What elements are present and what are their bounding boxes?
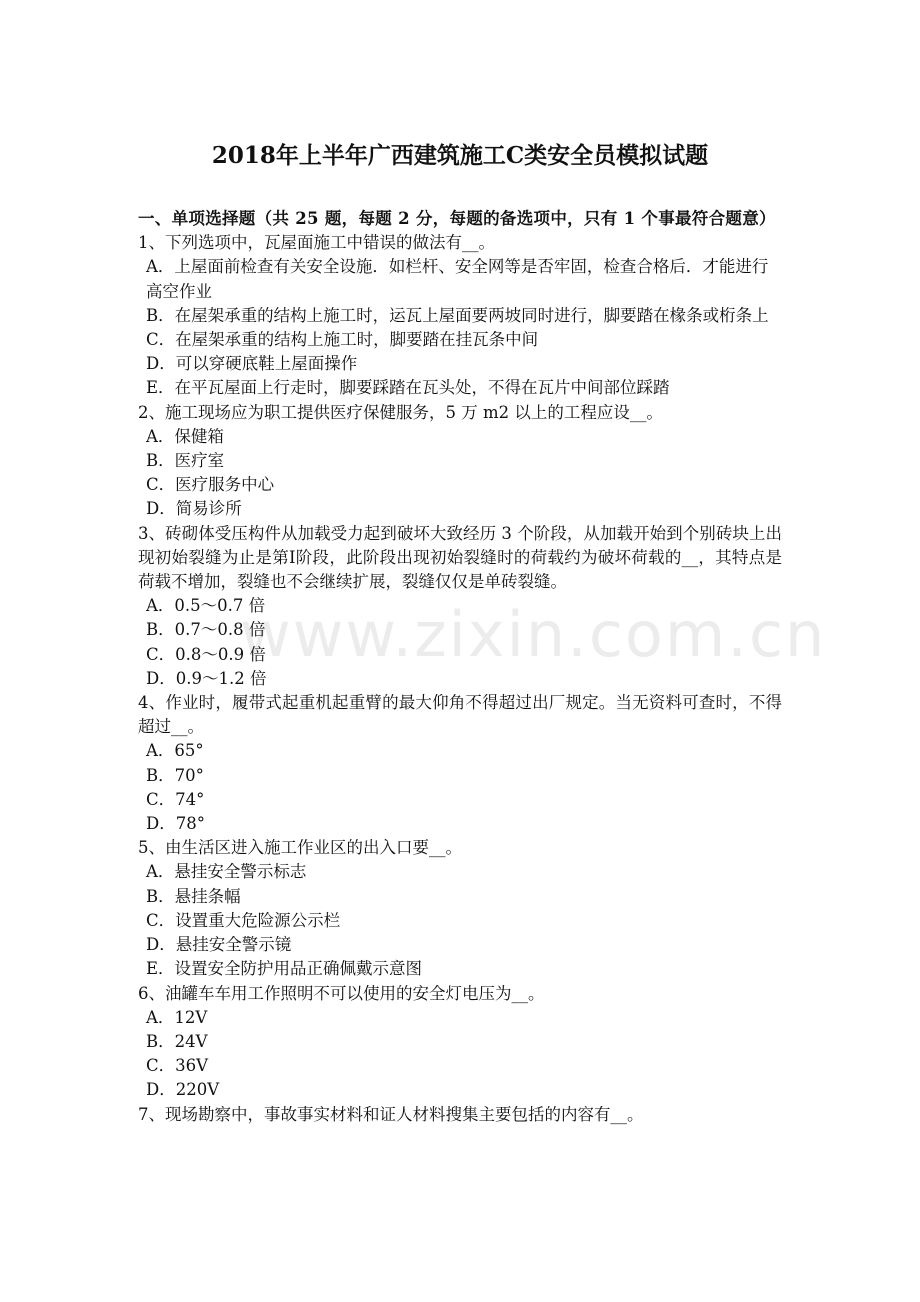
option-c: C．36V [146,1056,209,1076]
option-a: A．0.5～0.7 倍 [146,596,266,616]
option-a: A．上屋面前检查有关安全设施．如栏杆、安全网等是否牢固，检查合格后．才能进行高空作业 [146,257,769,301]
question-5 [138,836,782,981]
option-d: D．78° [146,814,205,834]
option-d: D．0.9～1.2 倍 [146,668,267,688]
option-b: B．70° [146,765,204,785]
question-stem: 5、由生活区进入施工作业区的出入口要__。 [138,838,462,858]
option-d: D．悬挂安全警示镜 [146,935,292,955]
option-c: C．在屋架承重的结构上施工时，脚要踏在挂瓦条中间 [146,330,539,350]
option-c: C．74° [146,789,205,809]
question-4 [138,691,782,836]
option-b: B．0.7～0.8 倍 [146,620,266,640]
option-e: E．设置安全防护用品正确佩戴示意图 [146,959,423,979]
option-a: A．保健箱 [146,426,224,446]
question-stem: 2、施工现场应为职工提供医疗保健服务，5 万 m2 以上的工程应设__。 [138,402,663,422]
option-c: C．设置重大危险源公示栏 [146,910,341,930]
option-a: A．12V [146,1007,208,1027]
question-7 [138,1103,782,1127]
question-2 [138,401,782,522]
option-b: B．悬挂条幅 [146,886,241,906]
option-d: D．220V [146,1080,220,1100]
option-b: B．24V [146,1031,208,1051]
question-3 [138,522,782,691]
option-b: B．在屋架承重的结构上施工时，运瓦上屋面要两坡同时进行，脚要踏在椽条或桁条上 [146,305,769,325]
watermark: www.zixin.com.cn [240,598,827,671]
page-title: 2018年上半年广西建筑施工C类安全员模拟试题 [211,142,709,169]
question-6 [138,982,782,1103]
option-b: B．医疗室 [146,451,225,471]
question-stem: 7、现场勘察中，事故事实材料和证人材料搜集主要包括的内容有__。 [138,1104,644,1124]
option-a: A．65° [146,741,204,761]
option-c: C．0.8～0.9 倍 [146,644,266,664]
option-a: A．悬挂安全警示标志 [146,862,307,882]
question-stem: 4、作业时，履带式起重机起重臂的最大仰角不得超过出厂规定。当无资料可查时，不得超过__。 [138,693,782,737]
exam-content [138,207,782,1127]
question-1 [138,231,782,400]
section-heading: 一、单项选择题（共 25 题，每题 2 分，每题的备选项中，只有 1 个事最符合题意） [138,209,776,228]
option-e: E．在平瓦屋面上行走时，脚要踩踏在瓦头处，不得在瓦片中间部位踩踏 [146,378,670,398]
option-d: D．简易诊所 [146,499,242,519]
question-stem: 3、砖砌体受压构件从加载受力起到破坏大致经历 3 个阶段，从加载开始到个别砖块上出现初始裂缝为止是第Ⅰ阶段，此阶段出现初始裂缝时的荷载约为破坏荷载的__，其特点是荷载不增加，裂缝也不会继续扩展，裂缝仅仅是单砖裂缝。 [138,523,782,592]
option-c: C．医疗服务中心 [146,475,275,495]
question-stem: 6、油罐车车用工作照明不可以使用的安全灯电压为__。 [138,983,545,1003]
question-stem: 1、下列选项中，瓦屋面施工中错误的做法有__。 [138,233,495,253]
option-d: D．可以穿硬底鞋上屋面操作 [146,354,358,374]
